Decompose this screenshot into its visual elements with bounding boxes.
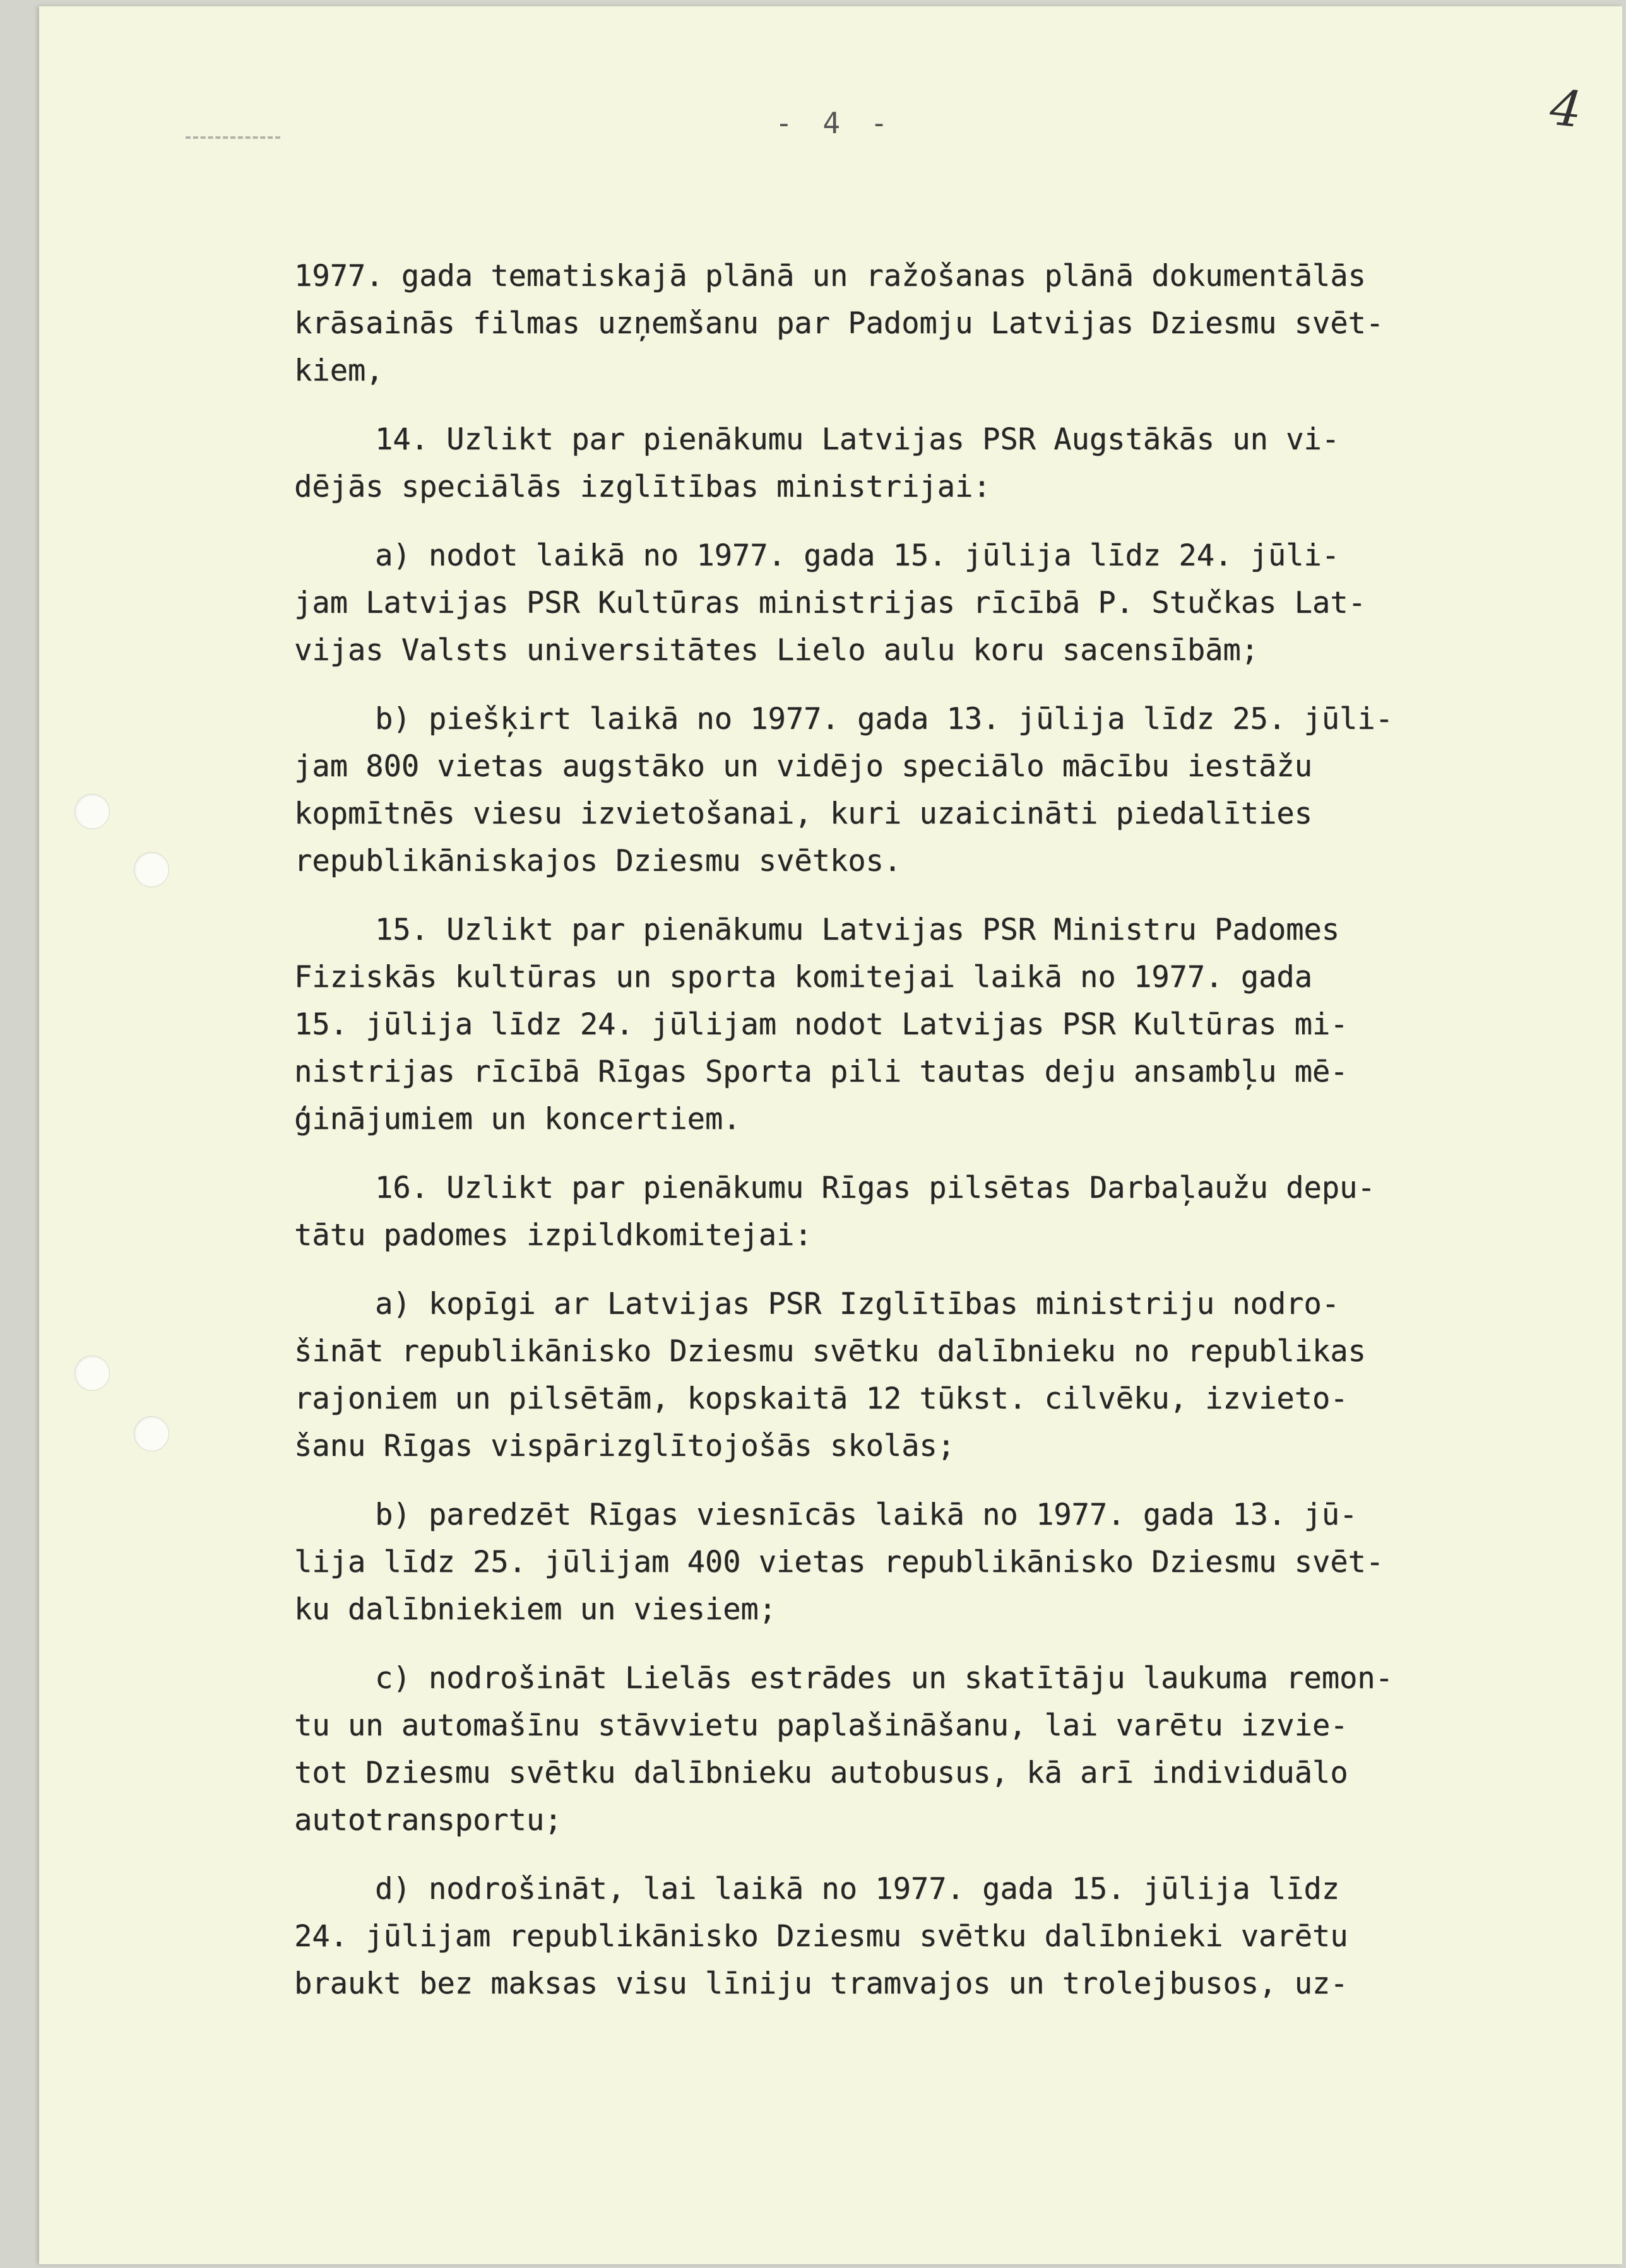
margin-dash-mark (186, 136, 280, 141)
text-line: ku dalībniekiem un viesiem; (294, 1592, 777, 1627)
paragraph-para-16a (294, 1280, 1519, 1470)
paragraph-gap (294, 1633, 1519, 1655)
handwritten-page-number: 4 (1547, 79, 1585, 139)
paragraph-para-14b (294, 695, 1519, 885)
text-line: lija līdz 25. jūlijam 400 vietas republikānisko Dziesmu svēt- (294, 1545, 1384, 1580)
paragraph-gap (294, 885, 1519, 906)
text-line: 14. Uzlikt par pienākumu Latvijas PSR Augstākās un vi- (375, 422, 1340, 457)
text-line: nistrijas rīcībā Rīgas Sporta pili tautas deju ansambļu mē- (294, 1054, 1348, 1089)
paragraph-para-16b (294, 1491, 1519, 1633)
paragraph-gap (294, 1470, 1519, 1491)
text-line: jam 800 vietas augstāko un vidējo speciālo mācību iestāžu (294, 749, 1312, 784)
paragraph-para-16d (294, 1865, 1519, 2007)
text-line: braukt bez maksas visu līniju tramvajos un trolejbusos, uz- (294, 1966, 1348, 2001)
text-line: c) nodrošināt Lielās estrādes un skatītāju laukuma remon- (375, 1661, 1393, 1696)
text-line: 16. Uzlikt par pienākumu Rīgas pilsētas Darbaļaužu depu- (375, 1171, 1375, 1205)
punch-hole-top-left (74, 794, 110, 829)
text-line: republikāniskajos Dziesmu svētkos. (294, 844, 902, 878)
paragraph-para-16c (294, 1655, 1519, 1844)
paragraph-para-14 (294, 416, 1519, 511)
punch-hole-bottom-right (134, 1416, 169, 1451)
text-line: 15. jūlija līdz 24. jūlijam nodot Latvijas PSR Kultūras mi- (294, 1007, 1348, 1042)
text-line: tot Dziesmu svētku dalībnieku autobusus, kā arī individuālo (294, 1756, 1348, 1790)
text-line: b) piešķirt laikā no 1977. gada 13. jūlija līdz 25. jūli- (375, 702, 1393, 736)
text-line: ģinājumiem un koncertiem. (294, 1102, 741, 1137)
punch-hole-top-right (134, 852, 169, 887)
paragraph-gap (294, 394, 1519, 416)
text-line: krāsainās filmas uzņemšanu par Padomju Latvijas Dziesmu svēt- (294, 306, 1384, 341)
text-line: 1977. gada tematiskajā plānā un ražošanas plānā dokumentālās (294, 259, 1366, 293)
document-body (294, 252, 1519, 2007)
text-line: tātu padomes izpildkomitejai: (294, 1218, 812, 1253)
paragraph-gap (294, 1259, 1519, 1280)
paragraph-gap (294, 1844, 1519, 1865)
text-line: a) nodot laikā no 1977. gada 15. jūlija līdz 24. jūli- (375, 538, 1340, 573)
paragraph-para-14a (294, 532, 1519, 674)
punch-hole-bottom-left (74, 1355, 110, 1391)
paragraph-para-16 (294, 1164, 1519, 1259)
text-line: 24. jūlijam republikānisko Dziesmu svētku dalībnieki varētu (294, 1919, 1348, 1954)
text-line: kiem, (294, 353, 384, 388)
paragraph-gap (294, 511, 1519, 532)
text-line: vijas Valsts universitātes Lielo aulu koru sacensībām; (294, 633, 1259, 668)
text-line: autotransportu; (294, 1803, 562, 1838)
text-line: šināt republikānisko Dziesmu svētku dalībnieku no republikas (294, 1334, 1366, 1369)
text-line: dējās speciālās izglītības ministrijai: (294, 470, 991, 504)
text-line: d) nodrošināt, lai laikā no 1977. gada 15. jūlija līdz (375, 1872, 1340, 1906)
text-line: šanu Rīgas vispārizglītojošās skolās; (294, 1429, 955, 1463)
text-line: kopmītnēs viesu izvietošanai, kuri uzaicināti piedalīties (294, 796, 1312, 831)
text-line: jam Latvijas PSR Kultūras ministrijas rīcībā P. Stučkas Lat- (294, 586, 1366, 620)
paragraph-para-15 (294, 906, 1519, 1143)
paragraph-para-13-cont (294, 252, 1519, 394)
text-line: a) kopīgi ar Latvijas PSR Izglītības ministriju nodro- (375, 1287, 1340, 1321)
text-line: b) paredzēt Rīgas viesnīcās laikā no 1977. gada 13. jū- (375, 1497, 1358, 1532)
text-line: rajoniem un pilsētām, kopskaitā 12 tūkst. cilvēku, izvieto- (294, 1381, 1348, 1416)
text-line: Fiziskās kultūras un sporta komitejai laikā no 1977. gada (294, 960, 1312, 995)
paragraph-gap (294, 674, 1519, 695)
page-number: - 4 - (775, 106, 894, 140)
text-line: tu un automašīnu stāvvietu paplašināšanu, lai varētu izvie- (294, 1708, 1348, 1743)
text-line: 15. Uzlikt par pienākumu Latvijas PSR Ministru Padomes (375, 913, 1340, 947)
paragraph-gap (294, 1143, 1519, 1164)
